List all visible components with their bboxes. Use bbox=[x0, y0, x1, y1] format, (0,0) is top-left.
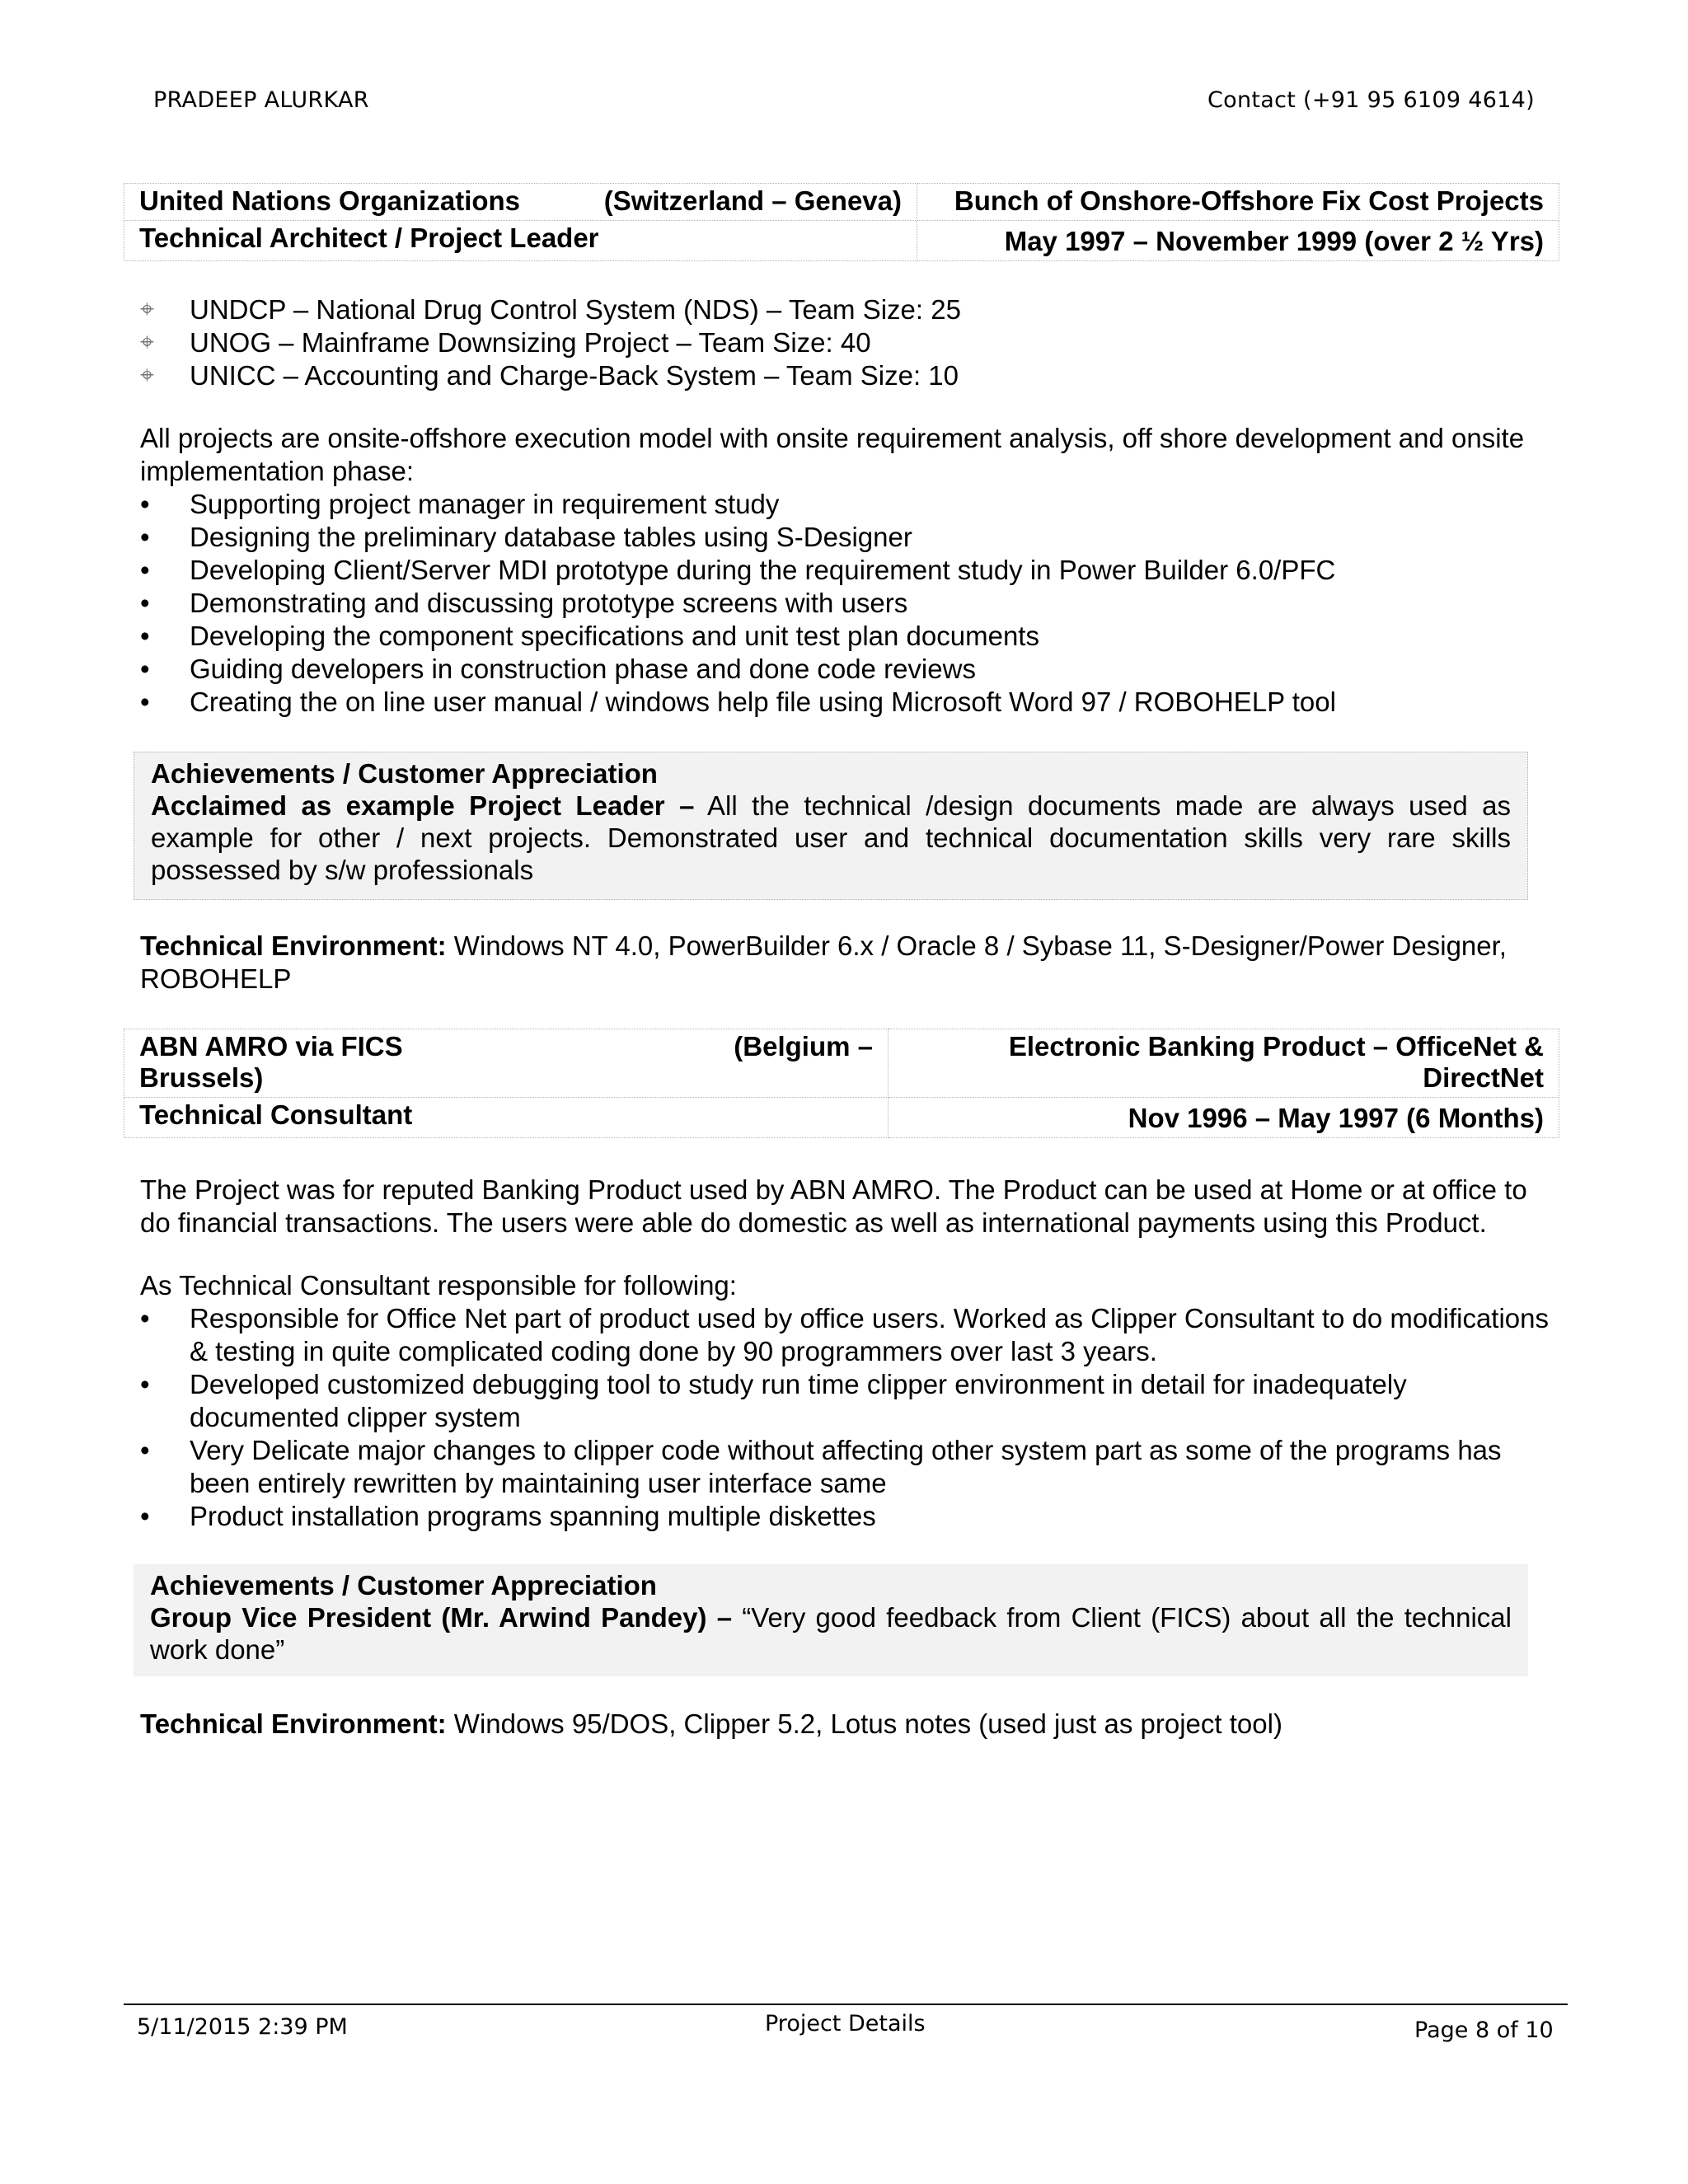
project1-env-label: Technical Environment: bbox=[140, 930, 447, 961]
project2-title: Electronic Banking Product – OfficeNet & DirectNet bbox=[889, 1029, 1559, 1098]
project1-period: May 1997 – November 1999 (over 2 ½ Yrs) bbox=[917, 221, 1559, 261]
project2-location-cont: Brussels) bbox=[139, 1062, 264, 1093]
project2-header-table bbox=[124, 1029, 1559, 1138]
list-item: ⌖ UNICC – Accounting and Charge-Back System – Team Size: 10 bbox=[140, 360, 959, 391]
project1-role: Technical Architect / Project Leader bbox=[124, 221, 917, 261]
project1-achievement-box bbox=[134, 752, 1528, 900]
project1-header-table bbox=[124, 183, 1559, 261]
list-item: • Product installation programs spanning multiple diskettes bbox=[140, 1501, 876, 1531]
list-item: • Responsible for Office Net part of product used by office users. Worked as Clipper Consultant to do modifications & testing in quite complicated coding done by 90 programmers over last 3 years. bbox=[140, 1303, 1550, 1366]
bullet-icon: • bbox=[140, 1435, 150, 1465]
bullet-icon: • bbox=[140, 1501, 150, 1531]
footer-title: Project Details bbox=[765, 2011, 926, 2036]
project1-achievement-text: All the technical /design documents made are always used as example for other / next projects. Demonstrated user and technical documentation skills very rare skills possessed by s/w professionals bbox=[151, 790, 1512, 885]
project1-client: United Nations Organizations bbox=[139, 185, 521, 216]
project2-env-label: Technical Environment: bbox=[140, 1708, 447, 1739]
header-contact: Contact (+91 95 6109 4614) bbox=[1207, 87, 1535, 113]
bullet-icon: • bbox=[140, 1369, 150, 1399]
list-item: • Developed customized debugging tool to study run time clipper environment in detail for inadequately documented clipper system bbox=[140, 1369, 1407, 1432]
list-item: • Demonstrating and discussing prototype screens with users bbox=[140, 588, 908, 618]
list-item: ⌖ UNOG – Mainframe Downsizing Project – Team Size: 40 bbox=[140, 327, 871, 358]
project2-client-cell bbox=[124, 1029, 889, 1098]
project2-achievement-text: “Very good feedback from Client (FICS) about all the technical work done” bbox=[150, 1602, 1512, 1665]
project1-subprojects bbox=[140, 293, 1558, 392]
list-item: • Very Delicate major changes to clipper code without affecting other system part as some of the programs has been entirely rewritten by maintaining user interface same bbox=[140, 1435, 1502, 1498]
project2-period: Nov 1996 – May 1997 (6 Months) bbox=[889, 1098, 1559, 1138]
project2-location: (Belgium – bbox=[734, 1031, 873, 1062]
list-item: • Supporting project manager in requirement study bbox=[140, 489, 780, 519]
list-item: • Guiding developers in construction phase and done code reviews bbox=[140, 654, 976, 684]
bullet-icon: • bbox=[140, 654, 150, 684]
bullet-icon: • bbox=[140, 1303, 150, 1333]
bullet-icon: • bbox=[140, 687, 150, 717]
project2-achievement-lead: Group Vice President (Mr. Arwind Pandey) – bbox=[150, 1602, 733, 1633]
bullet-icon: • bbox=[140, 621, 150, 651]
compass-bullet-icon: ⌖ bbox=[140, 329, 154, 356]
project2-role: Technical Consultant bbox=[124, 1098, 889, 1138]
list-item: • Developing Client/Server MDI prototype during the requirement study in Power Builder 6.0/PFC bbox=[140, 555, 1336, 585]
header-name: PRADEEP ALURKAR bbox=[153, 87, 369, 113]
project2-environment bbox=[140, 1708, 1558, 1741]
project1-env-text: Windows NT 4.0, PowerBuilder 6.x / Oracle 8 / Sybase 11, S-Designer/Power Designer, ROBOHELP bbox=[140, 930, 1507, 994]
list-item: • Designing the preliminary database tables using S-Designer bbox=[140, 522, 912, 552]
footer-divider bbox=[124, 2004, 1568, 2005]
project2-client: ABN AMRO via FICS bbox=[139, 1031, 403, 1062]
project1-achievement-lead: Acclaimed as example Project Leader – bbox=[151, 790, 695, 821]
list-item: • Creating the on line user manual / windows help file using Microsoft Word 97 / ROBOHELP tool bbox=[140, 687, 1336, 717]
bullet-icon: • bbox=[140, 555, 150, 585]
project1-achievement-body bbox=[151, 790, 1511, 886]
list-item: ⌖ UNDCP – National Drug Control System (NDS) – Team Size: 25 bbox=[140, 294, 961, 325]
compass-bullet-icon: ⌖ bbox=[140, 296, 154, 323]
project2-achievement-body bbox=[150, 1601, 1512, 1666]
footer-page-number: Page 8 of 10 bbox=[1414, 2018, 1554, 2043]
project1-achievement-heading: Achievements / Customer Appreciation bbox=[151, 758, 658, 789]
project2-achievement-heading: Achievements / Customer Appreciation bbox=[150, 1570, 657, 1601]
footer-datetime: 5/11/2015 2:39 PM bbox=[137, 2014, 348, 2040]
project2-responsible: As Technical Consultant responsible for following: bbox=[140, 1270, 737, 1301]
project2-env-text: Windows 95/DOS, Clipper 5.2, Lotus notes (used just as project tool) bbox=[446, 1708, 1282, 1739]
list-item: • Developing the component specifications and unit test plan documents bbox=[140, 621, 1039, 651]
project2-intro: The Project was for reputed Banking Product used by ABN AMRO. The Product can be used at Home or at office to do financial transactions. The users were able do domestic as well as international payments using this Product. bbox=[140, 1174, 1527, 1238]
bullet-icon: • bbox=[140, 489, 150, 519]
project1-environment bbox=[140, 930, 1558, 996]
project1-intro: All projects are onsite-offshore execution model with onsite requirement analysis, off shore development and onsite implementation phase: bbox=[140, 423, 1525, 486]
project2-bullets bbox=[140, 1302, 1558, 1533]
project1-client-cell bbox=[124, 184, 917, 221]
project2-achievement-box bbox=[134, 1564, 1528, 1676]
project1-title: Bunch of Onshore-Offshore Fix Cost Projects bbox=[917, 184, 1559, 221]
compass-bullet-icon: ⌖ bbox=[140, 362, 154, 389]
bullet-icon: • bbox=[140, 522, 150, 552]
bullet-icon: • bbox=[140, 588, 150, 618]
project1-location: (Switzerland – Geneva) bbox=[603, 185, 902, 216]
project1-bullets bbox=[140, 488, 1558, 719]
